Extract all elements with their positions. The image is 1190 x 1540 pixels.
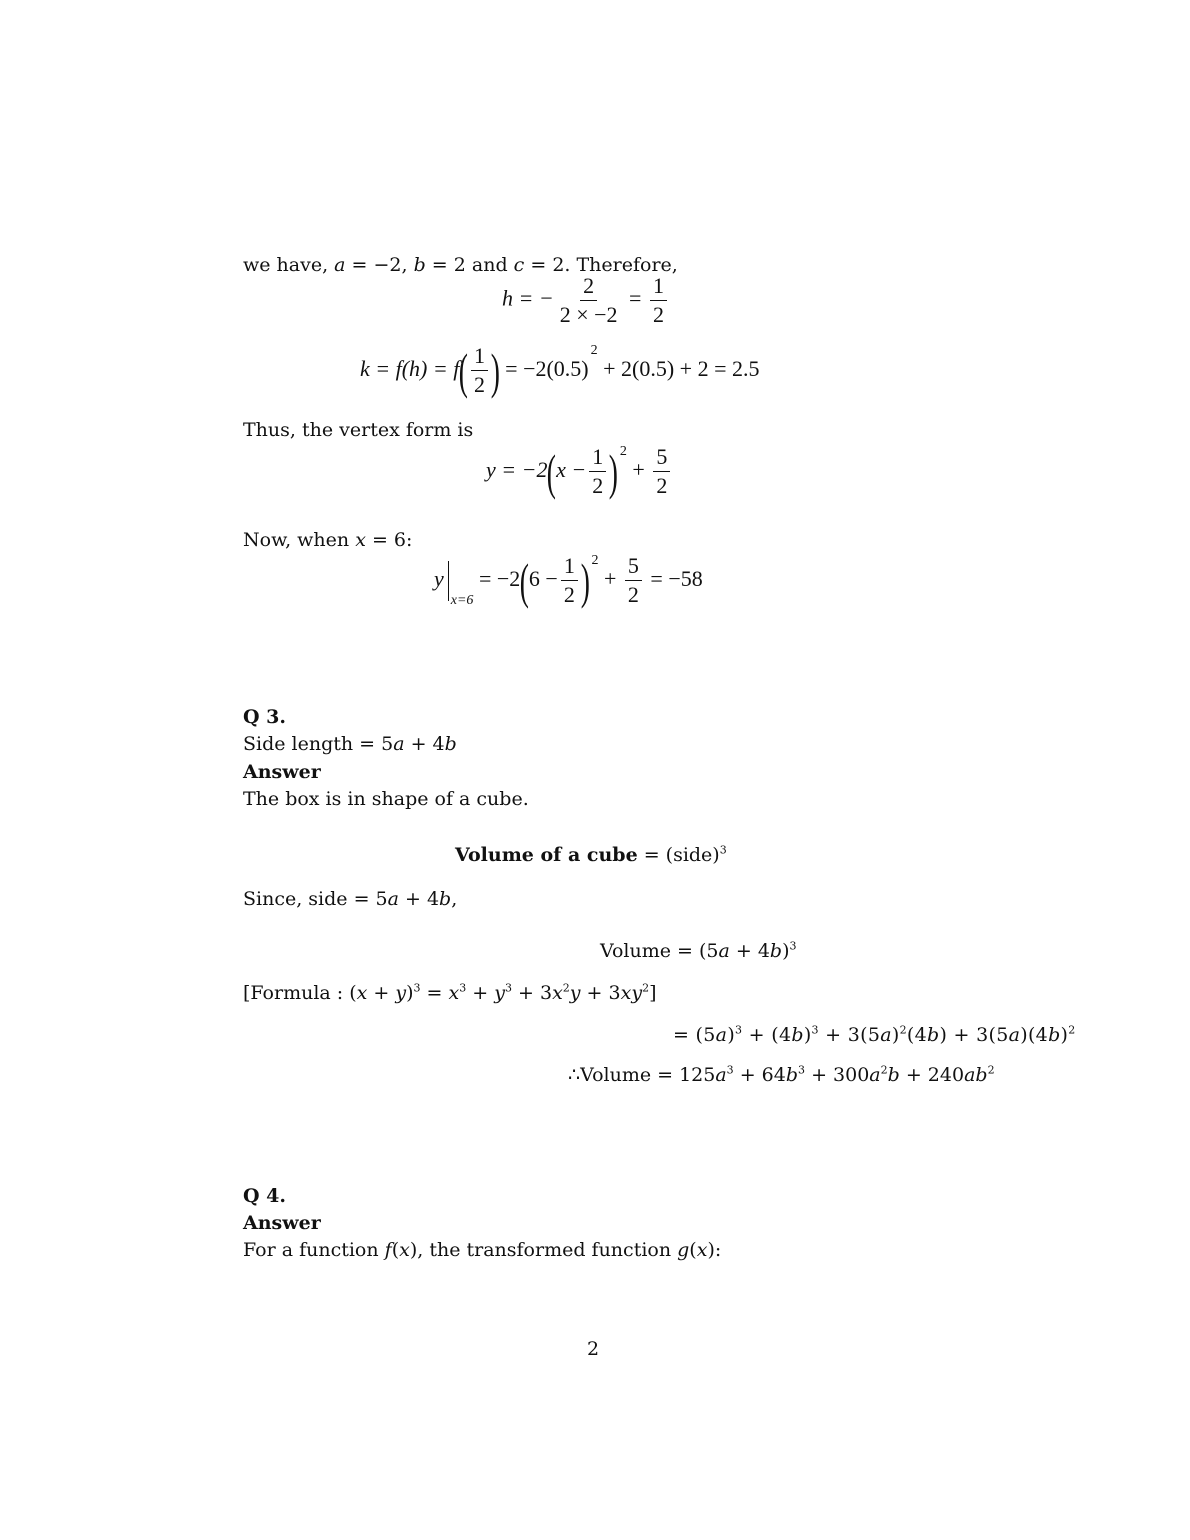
q4-heading: Q 4. [243, 1185, 287, 1207]
equation-evaluation: $y_{x=6} = -2(6$ − $\frac{1}{2}$ ) $^2$ + $\frac{5}{2}$ = −58 [434, 552, 703, 609]
q3-result-line: ∴Volume = $125a^3 + 64b^3 + 300a^2b + 240ab^2$ [568, 1063, 995, 1086]
q4-answer-label: Answer [243, 1212, 321, 1234]
q3-answer-label: Answer [243, 761, 321, 783]
q3-formula-line: [Formula : $(x + y)^3 = x^3 + y^3 + 3x^2y + 3xy^2$] [243, 981, 657, 1004]
equation-k: k = f(h) = f( $\frac{1}{2}$ ) = $-2(0.5)^2 + 2(0.5) + 2 = 2.5$ [360, 342, 760, 399]
vertex-form-intro: Thus, the vertex form is [243, 419, 474, 441]
q3-volume-line: Volume = $(5a + 4b)^3$ [600, 939, 797, 962]
now-when-line: Now, when x = 6: [243, 529, 413, 551]
equation-vertex-form: y = −2(x − $\frac{1}{2}$ ) $^2$ + $\frac{5}{2}$ [486, 444, 673, 498]
q4-function-line: For a function f(x), the transformed function g(x): [243, 1239, 722, 1261]
q3-since-line: Since, side = 5a + 4b, [243, 888, 458, 910]
q3-box-shape-line: The box is in shape of a cube. [243, 788, 529, 810]
intro-line: we have, a = −2, b = 2 and c = 2. Therefore, [243, 254, 678, 276]
q3-expansion-line: = $(5a)^3 + (4b)^3 + 3(5a)^2(4b) + 3(5a)(4b)^2$ [673, 1023, 1076, 1046]
q3-volume-formula: Volume of a cube = (side)$^3$ [455, 843, 727, 866]
equation-h: h = − $\frac{2}{2 \times -2}$ = $\frac{1}{2}$ [502, 274, 670, 327]
page-number: 2 [587, 1338, 600, 1360]
q3-side-length: Side length = 5a + 4b [243, 733, 457, 755]
q3-heading: Q 3. [243, 706, 287, 728]
